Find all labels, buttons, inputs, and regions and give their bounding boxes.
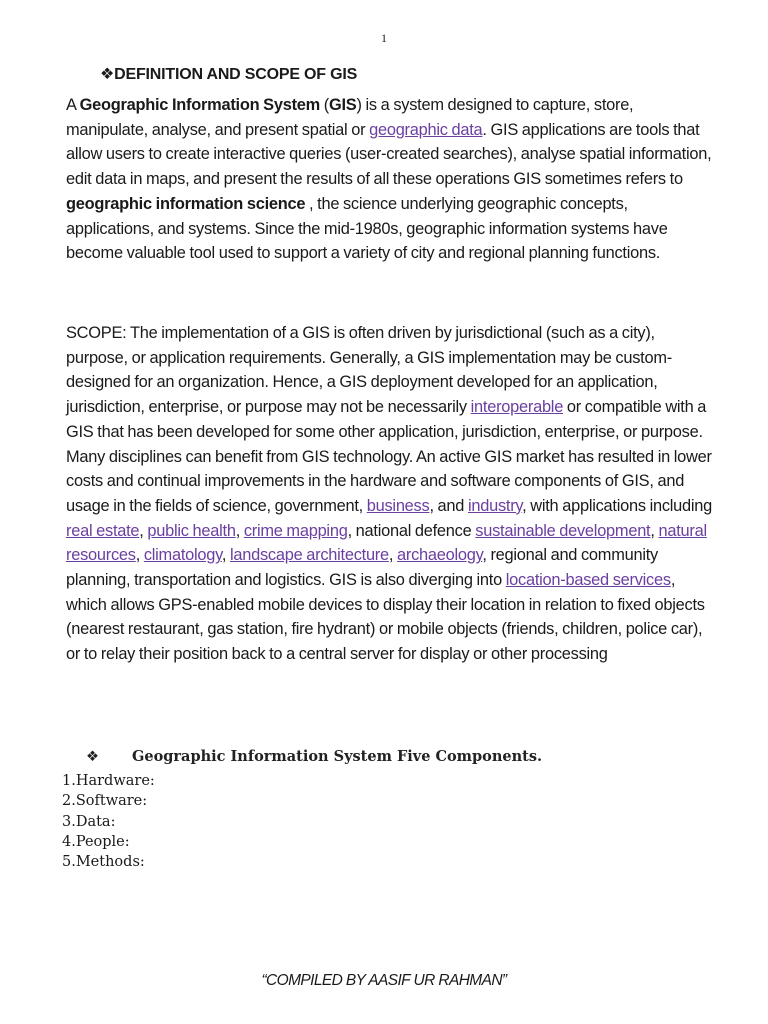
components-heading xyxy=(86,748,542,765)
bold-term: geographic information science xyxy=(66,194,306,213)
list-item: 2.Software: xyxy=(62,793,148,810)
text-run: . GIS applications are tools that allow users to create interactive queries (user-created searches), analyse spatial information, edit data in maps, and present the results of all these operations GIS sometimes refers to xyxy=(66,120,712,189)
section-heading xyxy=(100,64,357,84)
text-run: , with applications including xyxy=(522,496,713,515)
text-run: , xyxy=(221,546,230,565)
components-title: Geographic Information System Five Components. xyxy=(132,748,543,765)
diamond-bullet-icon: ❖ xyxy=(86,749,99,765)
text-run: , which allows GPS-enabled mobile devices to display their location in relation to fixed objects (nearest restaurant, gas station, fire hydrant) or mobile objects (friends, children, police car), or to relay their position back to a central server for display or other processing xyxy=(66,571,705,664)
definition-paragraph xyxy=(66,93,716,266)
list-item: 3.Data: xyxy=(62,813,116,830)
link-industry[interactable]: industry xyxy=(467,496,523,515)
link-archaeology[interactable]: archaeology xyxy=(397,546,483,565)
link-landscape-architecture[interactable]: landscape architecture xyxy=(229,546,389,565)
text-run: , xyxy=(235,521,244,540)
link-interoperable[interactable]: interoperable xyxy=(470,398,564,417)
link-public-health[interactable]: public health xyxy=(147,521,236,540)
text-run: , xyxy=(388,546,397,565)
scope-paragraph xyxy=(66,321,716,667)
footer-credit: “COMPILED BY AASIF UR RAHMAN” xyxy=(261,972,507,989)
components-list xyxy=(62,771,155,872)
heading-text: DEFINITION AND SCOPE OF GIS xyxy=(114,66,358,83)
link-location-based-services[interactable]: location-based services xyxy=(505,571,671,590)
text-run: ) is a system designed to capture, store, manipulate, analyse, and present spatial or xyxy=(66,96,634,139)
list-item: 1.Hardware: xyxy=(62,773,155,789)
link-geographic-data[interactable]: geographic data xyxy=(369,120,483,139)
link-natural-resources[interactable]: natural resources xyxy=(66,521,707,565)
text-run: , and xyxy=(429,496,468,515)
link-real-estate[interactable]: real estate xyxy=(66,521,140,540)
text-run: A xyxy=(66,96,80,114)
link-business[interactable]: business xyxy=(366,496,430,515)
text-run: , xyxy=(650,521,659,540)
link-crime-mapping[interactable]: crime mapping xyxy=(243,521,348,540)
text-run: , the science underlying geographic concepts, applications, and systems. Since the mid-1980s, geographic information systems have become valuable tool used to support a variety of city and regional planning functions. xyxy=(66,194,668,263)
page-number: 1 xyxy=(381,31,387,45)
text-run: , regional and community planning, transportation and logistics. GIS is also diverging into xyxy=(66,546,658,590)
link-sustainable-development[interactable]: sustainable development xyxy=(475,521,651,540)
text-run: ( xyxy=(319,96,329,114)
bold-term: Geographic Information System xyxy=(79,96,320,114)
text-run: , national defence xyxy=(347,521,476,540)
text-run: or compatible with a GIS that has been developed for some other application, jurisdiction, enterprise, or purpose. Many disciplines can benefit from GIS technology. An active GIS market has resulted in lower costs and continual improvements in the hardware and software components of GIS, and usage in the fields of science, government, xyxy=(66,398,712,515)
link-climatology[interactable]: climatology xyxy=(143,546,222,565)
bold-term: GIS xyxy=(329,96,357,114)
diamond-bullet-icon: ❖ xyxy=(100,66,115,83)
text-run: , xyxy=(139,521,148,540)
text-run: , xyxy=(135,546,144,565)
list-item: 5.Methods: xyxy=(62,854,145,871)
text-run: SCOPE: The implementation of a GIS is often driven by jurisdictional (such as a city), purpose, or application requirements. Generally, a GIS implementation may be custom-designed for an organization. Hence, a GIS deployment developed for an application, jurisdiction, enterprise, or purpose may not be necessarily xyxy=(66,324,672,417)
list-item: 4.People: xyxy=(62,833,130,850)
